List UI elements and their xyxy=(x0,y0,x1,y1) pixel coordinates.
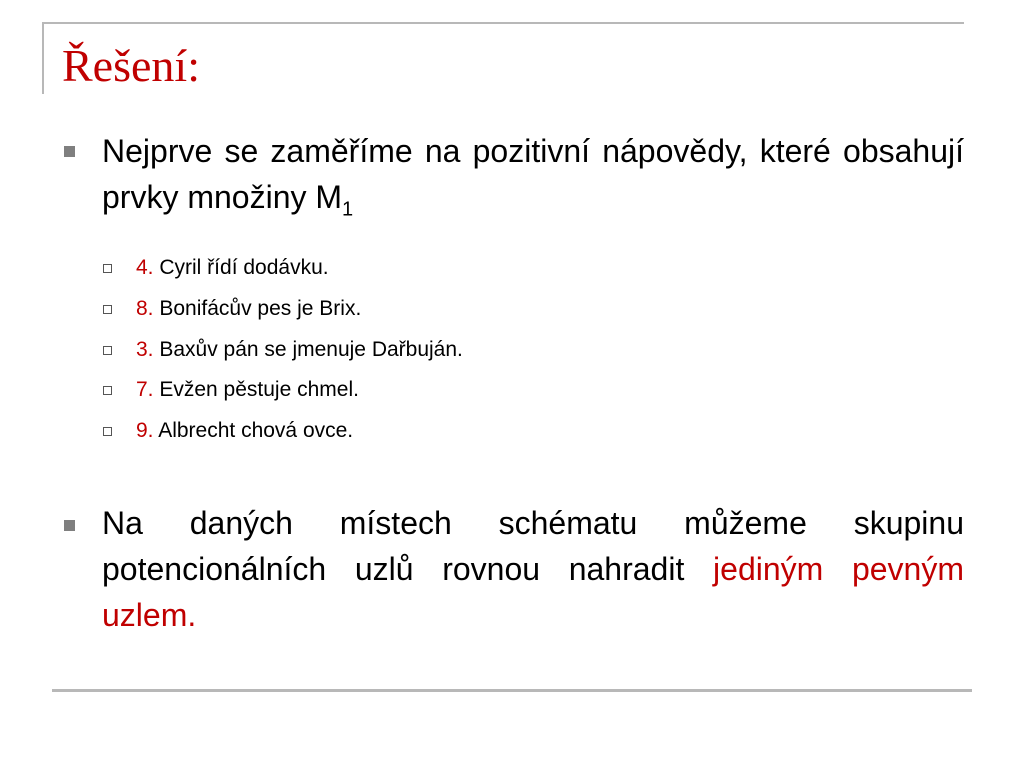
bullet-item xyxy=(64,128,964,232)
hint-number: 9. xyxy=(136,419,154,442)
hint-number: 4. xyxy=(136,256,154,279)
hollow-square-bullet-icon xyxy=(103,264,112,273)
bullet-item xyxy=(64,500,964,638)
hollow-square-bullet-icon xyxy=(103,305,112,314)
frame-left-line xyxy=(42,22,44,94)
square-bullet-icon xyxy=(64,520,75,531)
hollow-square-bullet-icon xyxy=(103,386,112,395)
hollow-square-bullet-icon xyxy=(103,427,112,436)
hint-number: 8. xyxy=(136,297,154,320)
bullet-text: Na daných místech schématu můžeme skupinu potencionálních uzlů rovnou nahradit jediným pevným uzlem. xyxy=(102,505,965,633)
hint-item xyxy=(103,296,963,322)
frame-top-line xyxy=(42,22,964,24)
hint-item xyxy=(103,418,963,444)
subscript: 1 xyxy=(342,198,354,221)
highlighted-text: jediným pevným uzlem. xyxy=(102,551,965,633)
hint-number: 3. xyxy=(136,338,154,361)
bullet-text: Nejprve se zaměříme na pozitivní nápovědy, které obsahují prvky množiny $M_1$ xyxy=(102,133,964,221)
hint-text: Baxův pán se jmenuje Dařbuján. xyxy=(159,338,463,361)
hint-text: Cyril řídí dodávku. xyxy=(159,256,329,279)
slide-title: Řešení: xyxy=(62,40,200,91)
hint-item xyxy=(103,377,963,403)
hint-item xyxy=(103,255,963,281)
hint-number: 7. xyxy=(136,378,154,401)
hint-text: Albrecht chová ovce. xyxy=(158,419,354,442)
square-bullet-icon xyxy=(64,146,75,157)
hint-item xyxy=(103,337,963,363)
hint-text: Evžen pěstuje chmel. xyxy=(159,378,359,401)
frame-bottom-line xyxy=(52,689,972,692)
hollow-square-bullet-icon xyxy=(103,346,112,355)
hint-text: Bonifácův pes je Brix. xyxy=(159,297,362,320)
